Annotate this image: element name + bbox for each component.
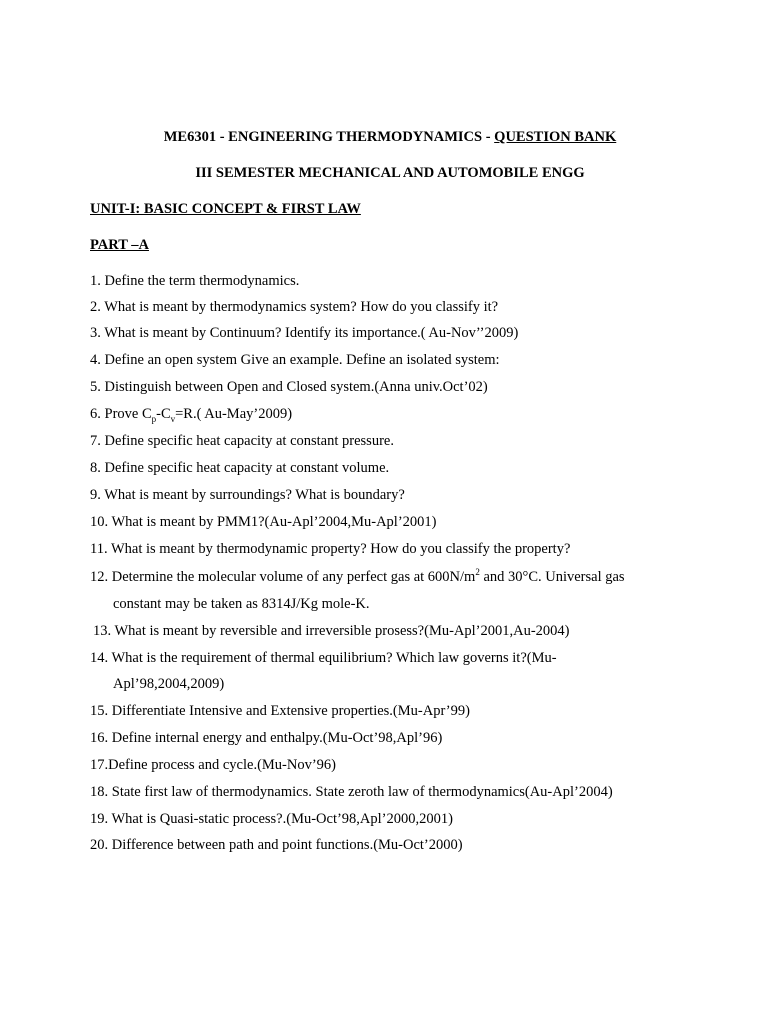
question-10: 10. What is meant by PMM1?(Au-Apl’2004,Mu-Apl’2001) [90,514,437,530]
question-6-subscript-p: p [151,413,157,424]
question-13: 13. What is meant by reversible and irreversible prosess?(Mu-Apl’2001,Au-2004) [93,623,570,639]
question-14: 14. What is the requirement of thermal equilibrium? Which law governs it?(Mu- [90,650,557,666]
question-6-mid: -C [156,406,171,422]
question-6-subscript-v: v [170,413,176,424]
question-16: 16. Define internal energy and enthalpy.(Mu-Oct’98,Apl’96) [90,730,443,746]
question-17: 17.Define process and cycle.(Mu-Nov’96) [90,757,337,773]
question-15: 15. Differentiate Intensive and Extensive properties.(Mu-Apr’99) [90,703,470,719]
question-1: 1. Define the term thermodynamics. [90,273,300,289]
title-course: ME6301 - ENGINEERING THERMODYNAMICS - [163,129,495,145]
question-3: 3. What is meant by Continuum? Identify its importance.( Au-Nov’’2009) [90,325,519,341]
question-12-suffix: and 30°C. Universal gas [479,569,625,585]
document-subtitle: III SEMESTER MECHANICAL AND AUTOMOBILE ENGG [195,165,585,181]
question-12 [90,568,625,586]
part-heading: PART –A [90,237,149,253]
question-2: 2. What is meant by thermodynamics system? How do you classify it? [90,299,499,315]
unit-heading: UNIT-I: BASIC CONCEPT & FIRST LAW [90,201,361,217]
question-6-prefix: 6. Prove C [90,406,152,422]
question-7: 7. Define specific heat capacity at constant pressure. [90,433,394,449]
question-12-prefix: 12. Determine the molecular volume of any perfect gas at 600N/m [90,569,476,585]
question-19: 19. What is Quasi-static process?.(Mu-Oct’98,Apl’2000,2001) [90,811,453,827]
question-11: 11. What is meant by thermodynamic property? How do you classify the property? [90,541,571,557]
question-9: 9. What is meant by surroundings? What is boundary? [90,487,405,503]
question-18: 18. State first law of thermodynamics. State zeroth law of thermodynamics(Au-Apl’2004) [90,784,613,800]
question-8: 8. Define specific heat capacity at constant volume. [90,460,390,476]
question-6 [90,405,292,423]
question-14-continuation: Apl’98,2004,2009) [113,676,225,692]
document-title [0,128,768,146]
title-question-bank: QUESTION BANK [494,129,617,145]
question-5: 5. Distinguish between Open and Closed system.(Anna univ.Oct’02) [90,379,488,395]
question-6-suffix: =R.( Au-May’2009) [175,406,293,422]
question-12-continuation: constant may be taken as 8314J/Kg mole-K. [113,596,370,612]
question-20: 20. Difference between path and point functions.(Mu-Oct’2000) [90,837,463,853]
question-12-superscript: 2 [475,567,480,578]
question-4: 4. Define an open system Give an example. Define an isolated system: [90,352,500,368]
